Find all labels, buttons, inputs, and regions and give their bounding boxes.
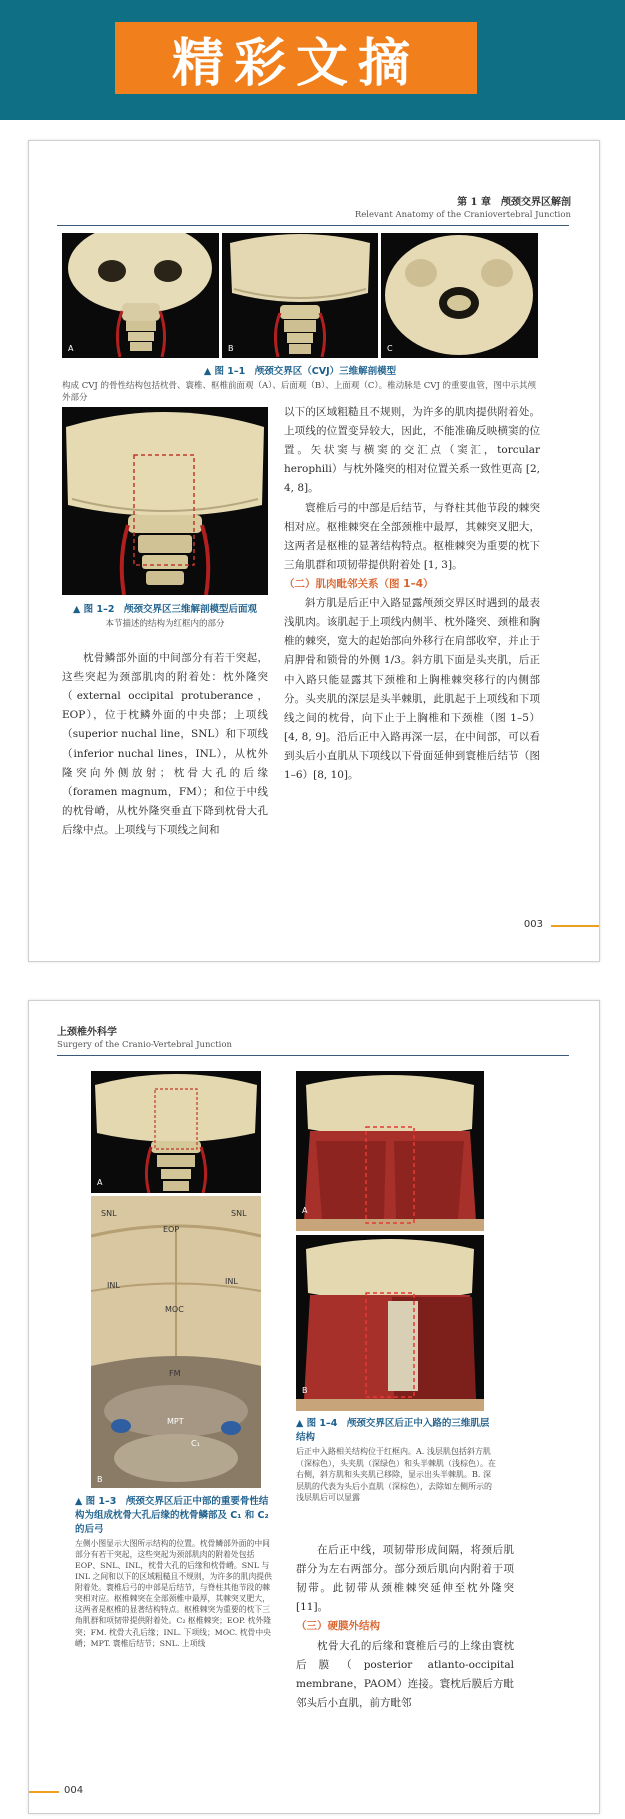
paragraph: 寰椎后弓的中部是后结节，与脊柱其他节段的棘突相对应。枢椎棘突在全部颈椎中最厚，其棘突叉肥大，这两者是枢椎的显著结构特点。枢椎棘突为重要的枕下三角肌群和项韧带提供附着处 [1, 3]。 <box>284 501 540 571</box>
chapter-title-en: Relevant Anatomy of the Craniovertebral Junction <box>354 210 571 220</box>
muscle-layer-superficial-image <box>296 1071 484 1231</box>
label-snl: SNL <box>101 1209 117 1218</box>
figure-1-1-b <box>222 233 378 358</box>
cadaver-specimen-image <box>91 1196 261 1488</box>
figure-1-1-a <box>62 233 219 358</box>
muscle-layer-deep-image <box>296 1235 484 1411</box>
page-number-rule <box>29 1791 59 1793</box>
panel-letter-a: A <box>68 344 74 353</box>
paragraph: 以下的区域粗糙且不规则，为许多的肌肉提供附着处。上项线的位置变异较大，因此，不能准确反映横窦的位置。矢状窦与横窦的交汇点（窦汇，torcular herophili）与枕外隆突的相对位置关系一致性更高 [2, 4, 8]。 <box>284 406 540 495</box>
figure-1-3-caption <box>75 1493 275 1649</box>
paragraph: 枕骨鳞部外面的中间部分有若干突起，这些突起为颈部肌肉的附着处：枕外隆突（external occipital protuberance，EOP），位于枕鳞外面的中央部；上项线（superior nuchal line，SNL）和下项线（inferior nuchal lines，INL），从枕外隆突向外侧放射；枕骨大孔的后缘（foramen magnum，FM）；和位于中线的枕骨嵴，从枕外隆突垂直下降到枕骨大孔后缘中点。上项线与下项线之间和 <box>62 652 268 836</box>
paragraph: 在后正中线，项韧带形成间隔，将颈后肌群分为左右两部分。部分颈后肌向内附着于项韧带。此韧带从颈椎棘突延伸至枕外隆突 [11]。 <box>296 1544 514 1614</box>
header-rule <box>57 225 569 226</box>
panel-letter-b: B <box>302 1386 308 1395</box>
label-eop: EOP <box>163 1225 180 1234</box>
panel-letter-b: B <box>228 344 234 353</box>
figure-1-4-caption <box>296 1415 496 1504</box>
figure-1-3-a <box>91 1071 261 1193</box>
panel-letter-c: C <box>387 344 393 353</box>
book-title-en: Surgery of the Cranio-Vertebral Junction <box>57 1040 232 1050</box>
skull-top-image <box>381 233 538 358</box>
banner <box>0 0 625 120</box>
skull-front-image <box>62 233 219 358</box>
section-heading: （二）肌肉毗邻关系（图 1–4） <box>284 577 434 590</box>
section-heading: （三）硬膜外结构 <box>296 1620 380 1633</box>
figure-1-4-title: ▲ 图 1–4 颅颈交界区后正中入路的三维肌层结构 <box>296 1418 490 1443</box>
figure-1-2-title: ▲ 图 1–2 颅颈交界区三维解剖模型后面观 <box>73 604 257 615</box>
figure-1-3-text: 左侧小图显示大图所示结构的位置。枕骨鳞部外面的中间部分有若干突起，这些突起为颈部肌肉的附着处包括 EOP、SNL、INL，枕骨大孔的后缘和枕骨嵴。SNL 与 INL 之间和以下的区域粗糙且不规则，为许多的肌肉提供附着处。寰椎后弓的中部是后结节，与脊柱其他节段的棘突相对应。枢椎棘突在全部颈椎中最厚，其棘突叉肥大，这两者是枢椎的显著结构特点。枢椎棘突为重要的枕下三角肌群和项韧带提供附着处。C₂ 枢椎棘突；EOP. 枕外隆突；FM. 枕骨大孔后缘；INL. 下项线；MOC. 枕骨中央嵴；MPT. 寰椎后结节；SNL. 上项线 <box>75 1539 272 1648</box>
page-number-rule <box>551 925 599 927</box>
right-column-text <box>296 1541 514 1713</box>
book-page-004 <box>28 1000 600 1814</box>
right-column-text <box>284 403 540 785</box>
figure-1-4-text: 后正中入路相关结构位于红框内。A. 浅层肌包括斜方肌（深棕色），头夹肌（深绿色）和头半棘肌（浅棕色）。在右侧，斜方肌和头夹肌已移除，显示出头半棘肌。B. 深层肌的代表为头后小直肌（深棕色），去除如左侧所示的浅层肌后可以显露 <box>296 1447 496 1503</box>
figure-1-2 <box>62 407 268 595</box>
banner-box <box>115 22 477 94</box>
page-number: 004 <box>64 1785 84 1796</box>
figure-1-2-text: 本节描述的结构为红框内的部分 <box>105 619 225 629</box>
label-c1: C₁ <box>191 1439 200 1448</box>
skull-back-image <box>222 233 378 358</box>
figure-1-1-text: 构成 CVJ 的骨性结构包括枕骨、寰椎、枢椎前面观（A）、后面观（B）、上面观（C）。椎动脉是 CVJ 的重要血管，图中示其颅外部分 <box>62 381 537 404</box>
header-rule <box>57 1055 569 1056</box>
panel-letter-b: B <box>97 1475 103 1484</box>
banner-title: 精彩文摘 <box>171 33 420 94</box>
book-title: 上颈椎外科学 <box>57 1027 117 1038</box>
label-fm: FM <box>169 1369 181 1378</box>
panel-letter-a: A <box>302 1206 308 1215</box>
figure-1-4-a <box>296 1071 484 1231</box>
skull-posterior-small-image <box>91 1071 261 1193</box>
figure-1-1-c <box>381 233 538 358</box>
chapter-title: 第 1 章 颅颈交界区解剖 <box>457 197 571 208</box>
label-inl-right: INL <box>225 1277 238 1286</box>
label-inl: INL <box>107 1281 120 1290</box>
page-number: 003 <box>523 919 543 930</box>
label-snl-right: SNL <box>231 1209 247 1218</box>
figure-1-1-caption <box>62 363 538 405</box>
figure-1-4-b <box>296 1235 484 1411</box>
page-header <box>355 193 571 220</box>
figure-1-3-title: ▲ 图 1–3 颅颈交界区后正中部的重要骨性结构为组成枕骨大孔后缘的枕骨鳞部及 C₁ 和 C₂ 的后弓 <box>75 1496 269 1535</box>
panel-letter-a: A <box>97 1178 103 1187</box>
page-header <box>57 1023 232 1050</box>
left-column-text <box>62 649 268 840</box>
paragraph: 枕骨大孔的后缘和寰椎后弓的上缘由寰枕后膜（posterior atlanto-occipital membrane，PAOM）连接。寰枕后膜后方毗邻头后小直肌，前方毗邻 <box>296 1639 514 1709</box>
paragraph: 斜方肌是后正中入路显露颅颈交界区时遇到的最表浅肌肉。该肌起于上项线内侧半、枕外隆突、颈椎和胸椎的棘突，宽大的起始部向外移行在肩部收窄，并止于肩胛骨和锁骨的外侧 1/3。斜方肌下面是头夹肌，后正中入路只能显露其下颈椎和上胸椎棘突移行的内侧部分。头夹肌的深层是头半棘肌，此肌起于上项线和下项线之间的枕骨，向下止于上胸椎和下颈椎（图 1–5）[4, 8, 9]。沿后正中入路再深一层，在中间部，可以看到头后小直肌从下项线以下骨面延伸到寰椎后结节（图 1–6）[8, 10]。 <box>284 597 540 782</box>
label-mpt: MPT <box>167 1417 184 1426</box>
figure-1-3-b <box>91 1196 261 1488</box>
book-page-003 <box>28 140 600 962</box>
label-moc: MOC <box>165 1305 184 1314</box>
figure-1-1-title: ▲ 图 1–1 颅颈交界区（CVJ）三维解剖模型 <box>203 366 397 377</box>
figure-1-2-caption <box>62 601 268 630</box>
skull-posterior-image <box>62 407 268 595</box>
